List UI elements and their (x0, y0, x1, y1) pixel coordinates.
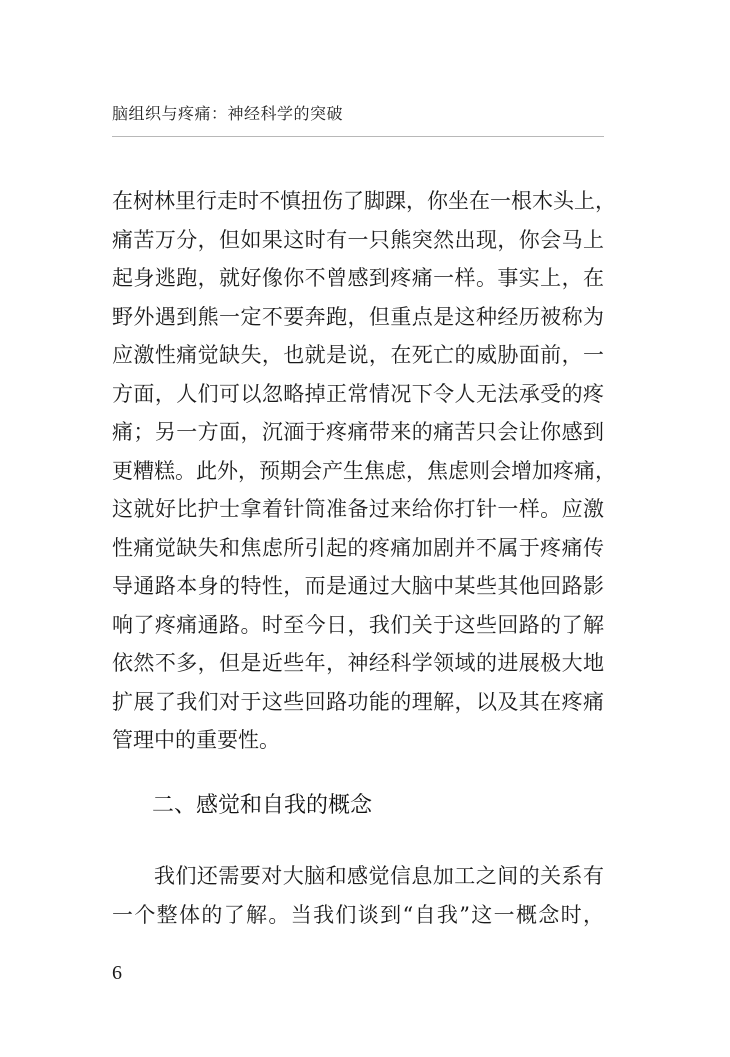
paragraph-1-line: 应激性痛觉缺失，也就是说，在死亡的威胁面前，一 (112, 343, 604, 367)
paragraph-1-line: 依然不多，但是近些年，神经科学领域的进展极大地 (112, 651, 604, 675)
paragraph-1-line: 性痛觉缺失和焦虑所引起的疼痛加剧并不属于疼痛传 (112, 535, 604, 560)
paragraph-1 (112, 182, 616, 760)
paragraph-2-line: 一个整体的了解。当我们谈到“自我”这一概念时， (112, 902, 604, 927)
running-header: 脑组织与疼痛：神经科学的突破 (112, 104, 344, 123)
paragraph-1-line: 更糟糕。此外，预期会产生焦虑，焦虑则会增加疼痛， (112, 458, 616, 483)
paragraph-1-line: 痛苦万分，但如果这时有一只熊突然出现，你会马上 (112, 227, 604, 252)
paragraph-1-line: 起身逃跑，就好像你不曾感到疼痛一样。事实上，在 (112, 266, 604, 290)
paragraph-2 (112, 857, 604, 934)
paragraph-1-line: 野外遇到熊一定不要奔跑，但重点是这种经历被称为 (112, 304, 604, 329)
paragraph-1-line: 扩展了我们对于这些回路功能的理解，以及其在疼痛 (112, 689, 604, 714)
paragraph-1-line: 管理中的重要性。 (112, 728, 280, 752)
paragraph-1-line: 方面，人们可以忽略掉正常情况下令人无法承受的疼 (112, 381, 604, 406)
paragraph-1-line: 导通路本身的特性，而是通过大脑中某些其他回路影 (112, 574, 604, 598)
paragraph-2-line: 我们还需要对大脑和感觉信息加工之间的关系有 (154, 864, 604, 888)
section-heading: 二、感觉和自我的概念 (152, 793, 373, 818)
paragraph-1-line: 这就好比护士拿着针筒准备过来给你打针一样。应激 (112, 497, 604, 521)
paragraph-1-line: 痛；另一方面，沉湎于疼痛带来的痛苦只会让你感到 (112, 420, 604, 444)
page-number: 6 (112, 962, 122, 984)
paragraph-1-line: 响了疼痛通路。时至今日，我们关于这些回路的了解 (112, 612, 604, 637)
paragraph-1-line: 在树林里行走时不慎扭伤了脚踝，你坐在一根木头上， (112, 189, 616, 213)
header-rule (112, 136, 604, 137)
